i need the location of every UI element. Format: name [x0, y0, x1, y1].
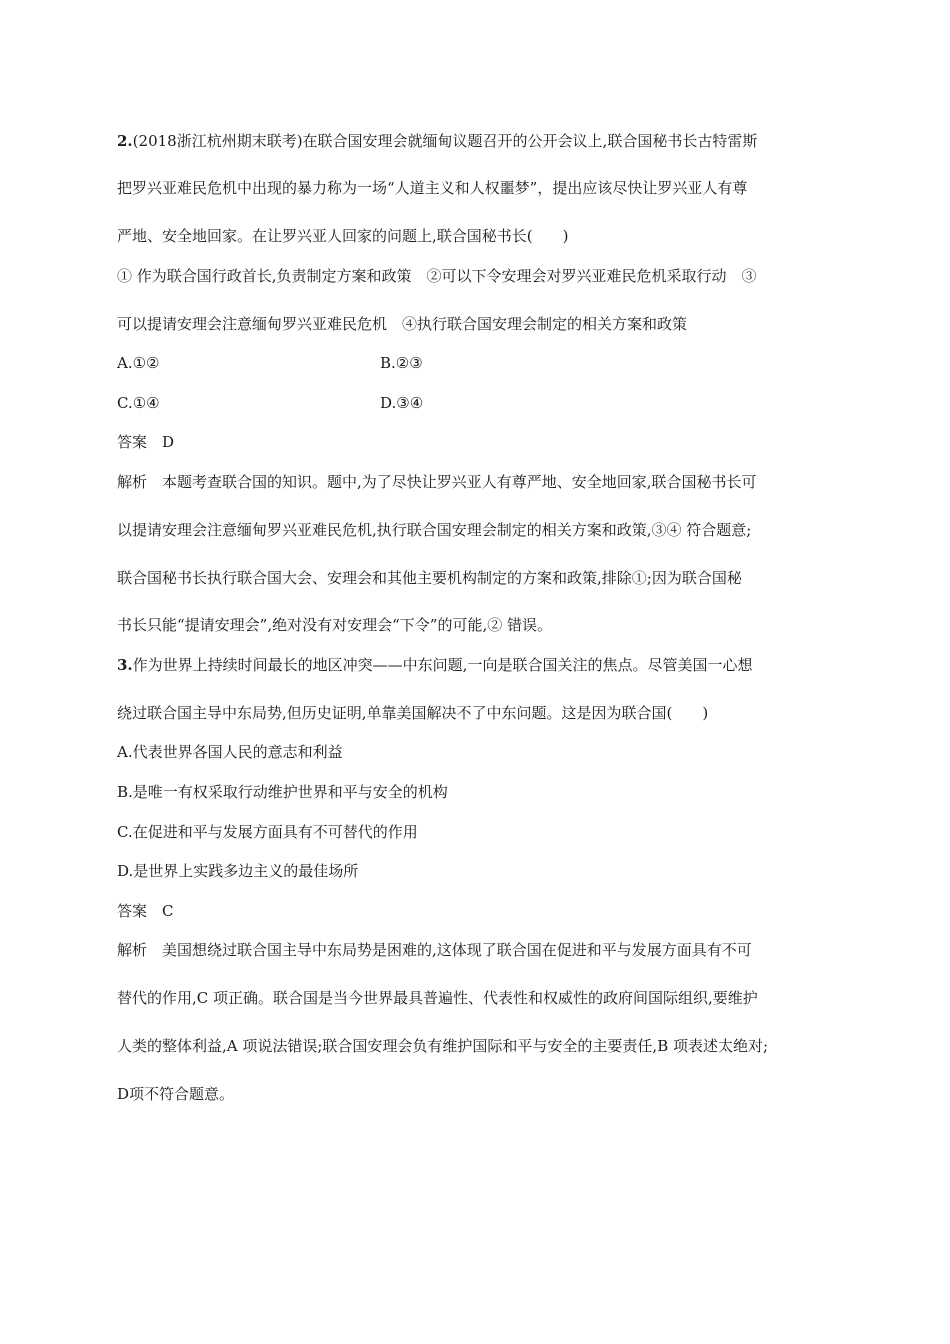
q3-option-a: A.代表世界各国人民的意志和利益: [117, 743, 343, 761]
q2-explanation-line-1: 解析 本题考查联合国的知识。题中,为了尽快让罗兴亚人有尊严地、安全地回家,联合国秘书长可: [117, 473, 757, 491]
q3-explanation-line-3: 人类的整体利益,A 项说法错误;联合国安理会负有维护国际和平与安全的主要责任,B 项表述太绝对;: [117, 1037, 769, 1055]
q3-option-c: C.在促进和平与发展方面具有不可替代的作用: [117, 823, 418, 841]
q2-explanation-line-4: 书长只能“提请安理会”,绝对没有对安理会“下令”的可能,② 错误。: [117, 616, 552, 634]
q2-option-b: B.②③: [380, 354, 423, 372]
q2-explanation-line-3: 联合国秘书长执行联合国大会、安理会和其他主要机构制定的方案和政策,排除①;因为联合国秘: [117, 569, 742, 587]
q2-stem-line-3: 严地、安全地回家。在让罗兴亚人回家的问题上,联合国秘书长( ): [117, 227, 569, 245]
q2-option-d: D.③④: [380, 394, 424, 412]
q2-statements-line-2: 可以提请安理会注意缅甸罗兴亚难民危机 ④执行联合国安理会制定的相关方案和政策: [117, 315, 688, 333]
q3-explanation-line-2: 替代的作用,C 项正确。联合国是当今世界最具普遍性、代表性和权威性的政府间国际组织,要维护: [117, 989, 758, 1007]
q2-stem-line-1: 2.(2018浙江杭州期末联考)在联合国安理会就缅甸议题召开的公开会议上,联合国秘书长古特雷斯: [117, 132, 758, 150]
q2-option-c: C.①④: [117, 394, 160, 412]
q2-answer: 答案 D: [117, 433, 175, 451]
q2-options-row-2: [117, 393, 424, 413]
q2-stem-line-2: 把罗兴亚难民危机中出现的暴力称为一场“人道主义和人权噩梦”，提出应该尽快让罗兴亚人有尊: [117, 179, 748, 197]
q2-explanation-line-2: 以提请安理会注意缅甸罗兴亚难民危机,执行联合国安理会制定的相关方案和政策,③④ 符合题意;: [117, 521, 752, 539]
q3-number: 3.: [117, 656, 133, 674]
q2-option-a: A.①②: [117, 354, 160, 372]
q3-option-d: D.是世界上实践多边主义的最佳场所: [117, 862, 359, 880]
q3-explanation-line-1: 解析 美国想绕过联合国主导中东局势是困难的,这体现了联合国在促进和平与发展方面具有不可: [117, 941, 752, 959]
q3-stem-line-1: 3.作为世界上持续时间最长的地区冲突——中东问题,一向是联合国关注的焦点。尽管美国一心想: [117, 656, 753, 674]
q2-options-row-1: [117, 353, 423, 373]
q2-statements-line-1: ① 作为联合国行政首长,负责制定方案和政策 ②可以下令安理会对罗兴亚难民危机采取行动 ③: [117, 267, 757, 285]
q2-number: 2.: [117, 132, 133, 150]
q3-stem-line-2: 绕过联合国主导中东局势,但历史证明,单靠美国解决不了中东问题。这是因为联合国( ): [117, 704, 709, 722]
q3-answer: 答案 C: [117, 902, 174, 920]
q3-explanation-line-4: D项不符合题意。: [117, 1085, 235, 1103]
q3-option-b: B.是唯一有权采取行动维护世界和平与安全的机构: [117, 783, 448, 801]
